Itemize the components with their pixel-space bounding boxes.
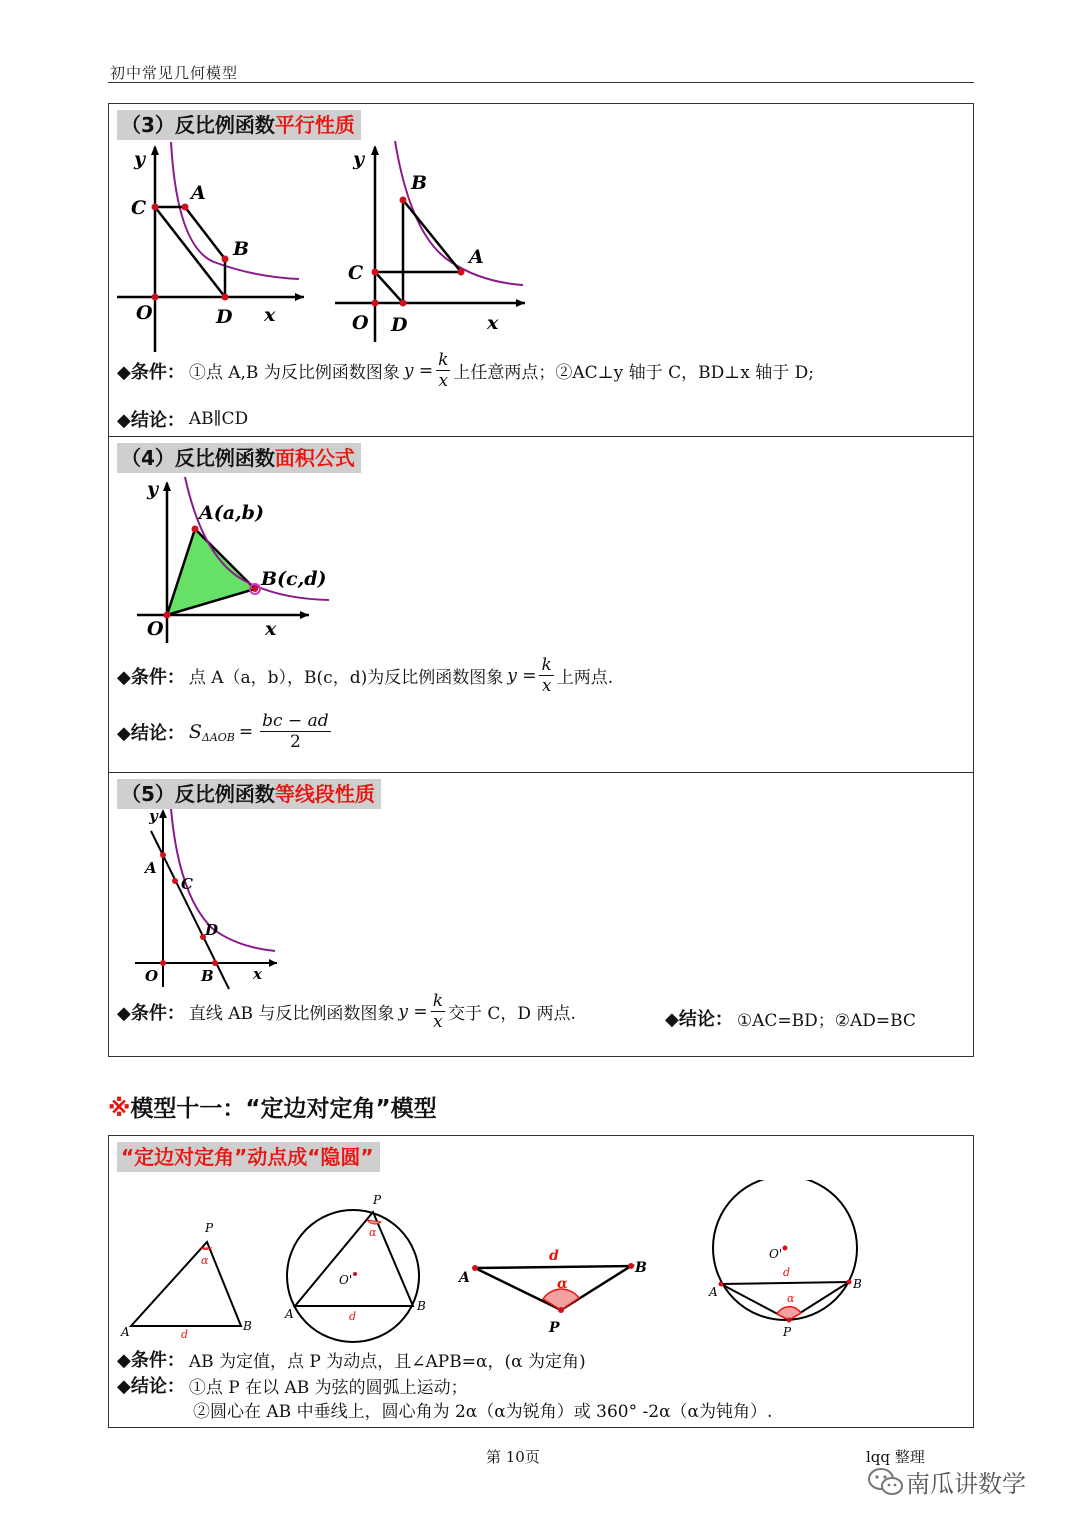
- condition-text: AB 为定值，点 P 为动点，且∠APB=α，(α 为定角): [188, 1351, 586, 1372]
- segment-d-label: d: [783, 1266, 791, 1279]
- angle-alpha-label: α: [369, 1226, 377, 1239]
- origin-label: O: [352, 312, 369, 334]
- condition-text-pre: ①点 A,B 为反比例函数图象: [188, 363, 400, 383]
- origin-label: O: [136, 302, 153, 324]
- section-tag: [117, 443, 361, 473]
- document-header: 初中常见几何模型: [110, 64, 239, 82]
- section-hidden-circle: [108, 1135, 974, 1428]
- formula-fraction: [431, 991, 445, 1032]
- formula-x: x: [438, 371, 449, 391]
- conclusion-key: ◆结论：: [117, 722, 185, 744]
- condition-key: ◆条件：: [117, 361, 185, 383]
- point-a-label: A: [145, 859, 157, 877]
- point-p-label: P: [205, 1221, 214, 1235]
- formula-y: y =: [507, 665, 537, 686]
- segment-d-label: d: [549, 1248, 559, 1264]
- point-b-label: B: [201, 967, 214, 985]
- condition-text-post: 上两点.: [556, 668, 614, 688]
- conclusion-line-1: [117, 1372, 468, 1398]
- axis-x-label: x: [253, 965, 262, 983]
- conclusion-line: [665, 1005, 916, 1031]
- conclusion-key: ◆结论：: [117, 410, 185, 431]
- area-denominator: 2: [289, 732, 301, 752]
- tag-text: （4）反比例函数: [121, 446, 275, 470]
- formula-k: k: [432, 991, 443, 1011]
- conclusion-line: [117, 406, 248, 432]
- figure-equal-segments: [127, 807, 287, 992]
- angle-alpha-label: α: [201, 1254, 209, 1267]
- formula-k: k: [541, 655, 552, 675]
- tag-highlight: 等线段性质: [274, 782, 375, 806]
- watermark-text: 南瓜讲数学: [906, 1470, 1026, 1498]
- center-label: O': [339, 1273, 353, 1287]
- point-p-label: P: [783, 1325, 792, 1339]
- condition-line: [117, 350, 814, 391]
- axis-y-label: y: [353, 148, 365, 170]
- point-b-label: B: [853, 1277, 862, 1291]
- point-c-label: C: [131, 197, 147, 219]
- wechat-icon: [866, 1466, 906, 1498]
- point-a-label: A: [121, 1325, 130, 1339]
- page-number: 第 10页: [486, 1448, 540, 1466]
- point-b-label: B: [233, 238, 250, 260]
- axis-x-label: x: [487, 312, 499, 334]
- point-b-label: B: [243, 1319, 252, 1333]
- formula-y: y =: [403, 360, 434, 381]
- point-d-label: D: [205, 921, 219, 939]
- formula-fraction: [539, 655, 553, 696]
- condition-text-post: 交于 C，D 两点.: [448, 1004, 576, 1024]
- condition-text-post: 上任意两点；②AC⊥y 轴于 C，BD⊥x 轴于 D;: [453, 363, 814, 383]
- axis-y-label: y: [149, 807, 158, 825]
- point-b-label: B(c,d): [261, 568, 327, 590]
- conclusion-text-2: ②圆心在 AB 中垂线上，圆心角为 2α（α为锐角）或 360° -2α（α为钝角）.: [193, 1402, 773, 1422]
- figure-parallel-1: [109, 137, 309, 357]
- tag-highlight: 平行性质: [274, 113, 355, 137]
- conclusion-text: AB∥CD: [188, 409, 249, 429]
- segment-d-label: d: [349, 1310, 357, 1323]
- area-symbol: S: [188, 720, 202, 743]
- condition-line: [117, 991, 576, 1032]
- figure-area: [119, 473, 339, 648]
- condition-key: ◆条件：: [117, 666, 185, 688]
- point-a-label: A: [191, 182, 206, 204]
- section-tag: [117, 110, 361, 140]
- area-fraction: [260, 711, 330, 752]
- conclusion-text-1: ①点 P 在以 AB 为弦的圆弧上运动；: [188, 1377, 468, 1398]
- origin-label: O: [147, 618, 164, 640]
- formula-x: x: [541, 676, 552, 696]
- formula-k: k: [438, 350, 449, 370]
- area-subscript: ΔAOB: [201, 731, 235, 744]
- point-b-label: B: [411, 172, 428, 194]
- model-title-text: 模型十一：“定边对定角”模型: [130, 1096, 437, 1122]
- point-d-label: D: [216, 306, 233, 328]
- figure-hidden-circle: [109, 1180, 973, 1346]
- center-label: O': [769, 1247, 783, 1261]
- axis-x-label: x: [265, 618, 277, 640]
- conclusion-key: ◆结论：: [665, 1009, 733, 1030]
- point-a-label: A: [469, 246, 484, 268]
- point-c-label: C: [348, 262, 364, 284]
- condition-key: ◆条件：: [117, 1002, 185, 1024]
- conclusion-line-2: [193, 1397, 772, 1422]
- section-area-formula: [108, 436, 974, 773]
- formula-fraction: [436, 350, 450, 391]
- axis-y-label: y: [134, 148, 146, 170]
- condition-key: ◆条件：: [117, 1350, 185, 1371]
- point-a-label: A: [285, 1307, 294, 1321]
- model-eleven-title: [108, 1090, 437, 1123]
- point-a-label: A(a,b): [199, 502, 264, 524]
- reference-mark: ※: [108, 1096, 131, 1122]
- axis-y-label: y: [147, 478, 159, 500]
- section-tag: [117, 779, 381, 809]
- conclusion-text: ①AC=BD；②AD=BC: [736, 1010, 916, 1031]
- conclusion-line: ◆结论： S ΔAOB = $\frac{bc - ad}{2}$: [117, 711, 329, 752]
- watermark: [866, 1464, 1026, 1499]
- section-parallel-property: [108, 103, 974, 437]
- condition-text-pre: 点 A（a，b），B(c，d)为反比例函数图象: [188, 668, 504, 688]
- point-a-label: A: [709, 1285, 718, 1299]
- condition-line: [117, 655, 613, 696]
- axis-x-label: x: [264, 304, 276, 326]
- section-tag: [117, 1142, 380, 1172]
- point-b-label: B: [635, 1260, 647, 1276]
- formula-x: x: [433, 1012, 443, 1032]
- tag-text: （3）反比例函数: [121, 113, 275, 137]
- origin-label: O: [145, 967, 159, 985]
- point-a-label: A: [459, 1270, 470, 1286]
- formula-y: y =: [398, 1001, 428, 1022]
- point-p-label: P: [549, 1320, 560, 1336]
- condition-text-pre: 直线 AB 与反比例函数图象: [188, 1004, 395, 1024]
- header-rule: [108, 82, 974, 83]
- angle-alpha-label: α: [557, 1276, 568, 1292]
- point-d-label: D: [391, 314, 408, 336]
- tag-text: “定边对定角”动点成“隐圆”: [121, 1145, 374, 1169]
- point-c-label: C: [181, 875, 193, 893]
- tag-highlight: 面积公式: [274, 446, 355, 470]
- compiled-by: lqq 整理: [866, 1448, 925, 1466]
- tag-text: （5）反比例函数: [121, 782, 275, 806]
- section-equal-segments: [108, 772, 974, 1057]
- conclusion-key: ◆结论：: [117, 1376, 185, 1397]
- point-p-label: P: [373, 1193, 382, 1207]
- area-numerator: bc − ad: [262, 711, 329, 731]
- segment-d-label: d: [181, 1328, 189, 1341]
- condition-line: [117, 1346, 586, 1372]
- figure-parallel-2: [331, 137, 531, 352]
- point-b-label: B: [417, 1299, 426, 1313]
- angle-alpha-label: α: [787, 1292, 795, 1305]
